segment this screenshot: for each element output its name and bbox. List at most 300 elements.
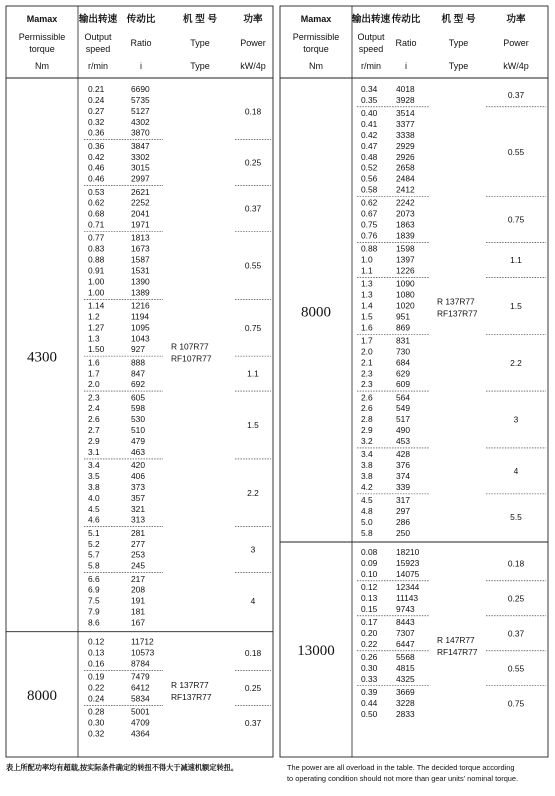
- left-ratio-value: 888: [131, 357, 145, 368]
- right-speed-value: 0.12: [361, 581, 378, 592]
- left-speed-value: 0.68: [88, 208, 105, 219]
- left-header-torque-line-0: Mamax: [26, 14, 58, 24]
- left-header-type-line-3: Type: [190, 61, 210, 71]
- left-speed-value: 0.32: [88, 728, 105, 739]
- left-power-value: 0.18: [244, 648, 262, 659]
- left-ratio-value: 191: [131, 595, 145, 606]
- left-header-torque-line-1: Permissible: [18, 32, 66, 42]
- right-power-value: 0.18: [507, 558, 525, 569]
- right-ratio-value: 684: [396, 357, 410, 368]
- left-speed-value: 0.24: [88, 94, 105, 105]
- right-header-speed-line-2: speed: [358, 44, 384, 54]
- right-power-value: 1.1: [510, 255, 522, 266]
- left-speed-value: 1.3: [88, 333, 100, 344]
- left-speed-value: 0.36: [88, 140, 105, 151]
- left-ratio-value: 2621: [131, 186, 150, 197]
- right-ratio-value: 453: [396, 436, 410, 447]
- right-ratio-value: 14075: [396, 568, 420, 579]
- left-power-value: 0.25: [244, 157, 262, 168]
- left-header-type-line-2: Type: [190, 38, 210, 48]
- left-speed-value: 0.13: [88, 647, 105, 658]
- left-speed-value: 0.83: [88, 243, 105, 254]
- right-ratio-value: 2484: [396, 173, 415, 184]
- left-ratio-value: 1389: [131, 287, 150, 298]
- left-speed-value: 4.0: [88, 492, 100, 503]
- right-header-power-line-3: kW/4p: [503, 61, 529, 71]
- right-speed-value: 3.2: [361, 436, 373, 447]
- right-ratio-value: 4325: [396, 673, 415, 684]
- right-ratio-value: 4815: [396, 662, 415, 673]
- left-type-line-2: RF107R77: [171, 353, 212, 364]
- right-header-speed-line-0: 输出转速: [351, 14, 391, 25]
- right-speed-value: 0.33: [361, 673, 378, 684]
- left-speed-value: 0.30: [88, 717, 105, 728]
- right-header-power-line-0: 功率: [506, 14, 526, 25]
- left-speed-value: 7.9: [88, 606, 100, 617]
- left-ratio-value: 1673: [131, 243, 150, 254]
- right-speed-value: 0.39: [361, 686, 378, 697]
- left-ratio-value: 4709: [131, 717, 150, 728]
- right-ratio-value: 2833: [396, 708, 415, 719]
- right-ratio-value: 317: [396, 495, 410, 506]
- left-ratio-value: 7479: [131, 671, 150, 682]
- right-speed-value: 1.1: [361, 265, 373, 276]
- left-header-ratio-line-0: 传动比: [126, 14, 156, 25]
- left-ratio-value: 1531: [131, 265, 150, 276]
- left-ratio-value: 5127: [131, 105, 150, 116]
- right-ratio-value: 1226: [396, 265, 415, 276]
- right-ratio-value: 2929: [396, 140, 415, 151]
- left-ratio-value: 3847: [131, 140, 150, 151]
- right-header-type-line-0: 机 型 号: [441, 14, 476, 25]
- left-ratio-value: 245: [131, 560, 145, 571]
- right-power-value: 0.55: [507, 663, 525, 674]
- left-header-torque-line-3: Nm: [35, 61, 49, 71]
- left-ratio-value: 3870: [131, 127, 150, 138]
- left-speed-value: 0.46: [88, 162, 105, 173]
- right-speed-value: 0.88: [361, 243, 378, 254]
- right-power-value: 0.55: [507, 146, 525, 157]
- left-header-power-line-2: Power: [240, 38, 266, 48]
- right-ratio-value: 5568: [396, 651, 415, 662]
- left-ratio-value: 8784: [131, 658, 150, 669]
- left-ratio-value: 1095: [131, 322, 150, 333]
- left-header-speed-line-0: 输出转速: [78, 14, 118, 25]
- right-type-line-1: R 147R77: [437, 635, 475, 645]
- right-header-speed-line-3: r/min: [361, 61, 381, 71]
- left-header-ratio-line-3: i: [140, 61, 142, 71]
- right-ratio-value: 1598: [396, 243, 415, 254]
- right-speed-value: 0.35: [361, 94, 378, 105]
- right-speed-value: 2.1: [361, 357, 373, 368]
- right-speed-value: 0.08: [361, 547, 378, 557]
- right-speed-value: 2.3: [361, 379, 373, 390]
- right-ratio-value: 250: [396, 527, 410, 538]
- left-ratio-value: 253: [131, 549, 145, 560]
- right-speed-value: 0.20: [361, 627, 378, 638]
- right-header-torque-line-0: Mamax: [300, 14, 332, 24]
- right-power-value: 0.37: [507, 628, 525, 639]
- left-ratio-value: 373: [131, 481, 145, 492]
- left-ratio-value: 5735: [131, 94, 150, 105]
- left-speed-value: 0.88: [88, 254, 105, 265]
- right-ratio-value: 297: [396, 506, 410, 517]
- right-torque-value: 8000: [301, 304, 331, 321]
- left-header-power-line-3: kW/4p: [240, 61, 266, 71]
- left-ratio-value: 692: [131, 379, 145, 390]
- right-speed-value: 0.47: [361, 140, 378, 151]
- right-speed-value: 0.15: [361, 603, 378, 614]
- right-ratio-value: 3377: [396, 118, 415, 129]
- right-ratio-value: 951: [396, 311, 410, 322]
- right-speed-value: 2.0: [361, 346, 373, 357]
- right-ratio-value: 9743: [396, 603, 415, 614]
- right-speed-value: 0.52: [361, 162, 378, 173]
- right-ratio-value: 1397: [396, 254, 415, 265]
- right-speed-value: 1.6: [361, 322, 373, 333]
- left-ratio-value: 208: [131, 584, 145, 595]
- right-type-line-2: RF147R77: [437, 647, 478, 657]
- left-speed-value: 0.32: [88, 116, 105, 127]
- right-power-value: 0.37: [507, 89, 525, 100]
- right-power-value: 1.5: [510, 300, 522, 311]
- right-ratio-value: 12344: [396, 581, 420, 592]
- right-speed-value: 0.42: [361, 129, 378, 140]
- left-ratio-value: 4364: [131, 728, 150, 739]
- left-power-value: 4: [250, 596, 256, 607]
- left-ratio-value: 281: [131, 527, 145, 538]
- left-speed-value: 0.27: [88, 105, 105, 116]
- left-speed-value: 1.00: [88, 276, 105, 287]
- left-ratio-value: 321: [131, 503, 145, 514]
- left-power-value: 0.18: [244, 106, 262, 117]
- left-ratio-value: 181: [131, 606, 145, 617]
- left-speed-value: 2.0: [88, 379, 100, 390]
- left-ratio-value: 847: [131, 368, 145, 379]
- right-type-line-1: R 137R77: [437, 296, 475, 307]
- left-speed-value: 0.24: [88, 693, 105, 704]
- left-speed-value: 1.14: [88, 300, 105, 311]
- right-speed-value: 3.8: [361, 471, 373, 482]
- left-speed-value: 0.12: [88, 636, 105, 647]
- right-ratio-value: 549: [396, 403, 410, 414]
- left-speed-value: 4.5: [88, 503, 100, 514]
- left-ratio-value: 927: [131, 344, 145, 355]
- left-ratio-value: 3302: [131, 151, 150, 162]
- right-speed-value: 4.5: [361, 495, 373, 506]
- right-ratio-value: 8443: [396, 616, 415, 627]
- left-speed-value: 8.6: [88, 617, 100, 628]
- left-ratio-value: 406: [131, 471, 145, 482]
- left-ratio-value: 167: [131, 617, 145, 628]
- left-type-line-2: RF137R77: [171, 691, 212, 702]
- right-ratio-value: 374: [396, 471, 410, 482]
- left-header-ratio-line-2: Ratio: [130, 38, 152, 48]
- left-ratio-value: 2252: [131, 197, 150, 208]
- left-ratio-value: 530: [131, 414, 145, 425]
- footer-note: [6, 763, 551, 793]
- left-ratio-value: 598: [131, 403, 145, 414]
- left-speed-value: 5.7: [88, 549, 100, 560]
- right-ratio-value: 869: [396, 322, 410, 333]
- left-power-value: 1.1: [247, 368, 259, 379]
- right-ratio-value: 3228: [396, 697, 415, 708]
- left-speed-value: 3.1: [88, 446, 100, 457]
- right-speed-value: 0.76: [361, 230, 378, 241]
- right-header-power-line-2: Power: [503, 38, 529, 48]
- right-speed-value: 2.8: [361, 414, 373, 425]
- left-speed-value: 2.7: [88, 425, 100, 436]
- left-speed-value: 6.6: [88, 573, 100, 584]
- right-ratio-value: 490: [396, 425, 410, 436]
- right-ratio-value: 15923: [396, 557, 420, 568]
- right-speed-value: 0.58: [361, 184, 378, 195]
- right-type-line-2: RF137R77: [437, 308, 478, 319]
- right-header-ratio-line-2: Ratio: [395, 38, 417, 48]
- left-ratio-value: 357: [131, 492, 145, 503]
- left-ratio-value: 5834: [131, 693, 150, 704]
- right-ratio-value: 428: [396, 449, 410, 460]
- left-speed-value: 2.9: [88, 436, 100, 447]
- left-speed-value: 0.42: [88, 151, 105, 162]
- right-speed-value: 0.22: [361, 638, 378, 649]
- right-speed-value: 0.09: [361, 557, 378, 568]
- left-speed-value: 0.28: [88, 706, 105, 717]
- left-type-line-1: R 137R77: [171, 679, 209, 690]
- right-ratio-value: 3669: [396, 686, 415, 697]
- right-speed-value: 2.6: [361, 403, 373, 414]
- left-ratio-value: 1971: [131, 219, 150, 230]
- right-ratio-value: 18210: [396, 547, 420, 557]
- left-speed-value: 7.5: [88, 595, 100, 606]
- left-ratio-value: 313: [131, 514, 145, 525]
- left-power-value: 2.2: [247, 487, 259, 498]
- left-ratio-value: 605: [131, 392, 145, 403]
- left-speed-value: 3.5: [88, 471, 100, 482]
- right-ratio-value: 4018: [396, 84, 415, 94]
- left-speed-value: 0.53: [88, 186, 105, 197]
- right-speed-value: 2.6: [361, 392, 373, 403]
- left-ratio-value: 11712: [131, 636, 154, 647]
- right-header-type-line-2: Type: [448, 38, 469, 48]
- left-ratio-value: 1813: [131, 232, 150, 243]
- right-header-torque-line-2: torque: [303, 44, 329, 54]
- right-speed-value: 4.2: [361, 481, 373, 492]
- right-ratio-value: 730: [396, 346, 410, 357]
- left-header-speed-line-1: Output: [84, 32, 112, 42]
- right-speed-value: 0.67: [361, 208, 378, 219]
- right-ratio-value: 6447: [396, 638, 415, 649]
- right-ratio-value: 7307: [396, 627, 415, 638]
- right-header-speed-line-1: Output: [357, 32, 385, 42]
- right-ratio-value: 609: [396, 379, 410, 390]
- right-ratio-value: 3338: [396, 129, 415, 140]
- left-ratio-value: 277: [131, 538, 145, 549]
- right-speed-value: 4.8: [361, 506, 373, 517]
- right-ratio-value: 2658: [396, 162, 415, 173]
- right-speed-value: 0.62: [361, 197, 378, 208]
- left-header-torque-line-2: torque: [29, 44, 55, 54]
- right-ratio-value: 286: [396, 516, 410, 527]
- left-power-value: 0.37: [244, 203, 262, 214]
- right-ratio-value: 1863: [396, 219, 415, 230]
- right-ratio-value: 11143: [396, 592, 419, 603]
- right-speed-value: 1.3: [361, 278, 373, 289]
- right-ratio-value: 2926: [396, 151, 415, 162]
- right-ratio-value: 831: [396, 335, 410, 346]
- left-speed-value: 0.46: [88, 173, 105, 184]
- right-power-value: 0.75: [507, 214, 525, 225]
- right-speed-value: 0.30: [361, 662, 378, 673]
- right-speed-value: 1.0: [361, 254, 373, 265]
- right-ratio-value: 2073: [396, 208, 415, 219]
- right-power-value: 2.2: [510, 357, 522, 368]
- right-ratio-value: 517: [396, 414, 410, 425]
- left-speed-value: 0.21: [88, 84, 105, 94]
- right-power-value: 5.5: [510, 511, 522, 522]
- right-header-type-line-3: Type: [448, 61, 469, 71]
- left-ratio-value: 4302: [131, 116, 150, 127]
- right-power-value: 0.75: [507, 698, 525, 709]
- left-speed-value: 0.62: [88, 197, 105, 208]
- left-speed-value: 0.22: [88, 682, 105, 693]
- right-speed-value: 0.10: [361, 568, 378, 579]
- left-ratio-value: 1043: [131, 333, 150, 344]
- left-power-value: 0.25: [244, 683, 262, 694]
- right-speed-value: 0.44: [361, 697, 378, 708]
- right-speed-value: 1.3: [361, 289, 373, 300]
- right-speed-value: 0.41: [361, 118, 378, 129]
- right-power-value: 0.25: [507, 593, 525, 604]
- right-ratio-value: 1839: [396, 230, 415, 241]
- left-header-power-line-0: 功率: [243, 14, 263, 25]
- left-speed-value: 1.2: [88, 311, 100, 322]
- left-ratio-value: 2041: [131, 208, 150, 219]
- right-ratio-value: 1090: [396, 278, 415, 289]
- left-ratio-value: 1194: [131, 311, 150, 322]
- left-header-speed-line-2: speed: [85, 44, 111, 54]
- left-ratio-value: 479: [131, 436, 145, 447]
- left-speed-value: 3.8: [88, 481, 100, 492]
- right-power-value: 3: [513, 414, 519, 425]
- left-ratio-value: 217: [131, 573, 145, 584]
- right-header-torque-line-1: Permissible: [292, 32, 340, 42]
- left-speed-value: 0.71: [88, 219, 105, 230]
- right-ratio-value: 564: [396, 392, 410, 403]
- left-speed-value: 2.3: [88, 392, 100, 403]
- right-speed-value: 0.34: [361, 84, 378, 94]
- right-ratio-value: 629: [396, 368, 410, 379]
- right-ratio-value: 1020: [396, 300, 415, 311]
- footer-note-chinese: 表上所配功率均有超载,按实际条件确定的转扭不得大于减速机额定转扭。: [6, 763, 239, 772]
- right-speed-value: 0.40: [361, 108, 378, 119]
- left-power-value: 1.5: [247, 420, 259, 431]
- left-ratio-value: 6690: [131, 84, 150, 94]
- left-speed-value: 4.6: [88, 514, 100, 525]
- left-speed-value: 0.16: [88, 658, 105, 669]
- left-ratio-value: 1390: [131, 276, 150, 287]
- right-header-torque-line-3: Nm: [309, 61, 323, 71]
- right-header-ratio-line-0: 传动比: [391, 14, 421, 25]
- left-speed-value: 0.36: [88, 127, 105, 138]
- left-speed-value: 0.77: [88, 232, 105, 243]
- left-speed-value: 1.7: [88, 368, 100, 379]
- left-speed-value: 0.19: [88, 671, 105, 682]
- left-power-value: 3: [250, 544, 256, 555]
- right-speed-value: 0.13: [361, 592, 378, 603]
- left-ratio-value: 1587: [131, 254, 150, 265]
- left-speed-value: 2.4: [88, 403, 100, 414]
- left-ratio-value: 420: [131, 460, 145, 471]
- left-header-speed-line-3: r/min: [88, 61, 108, 71]
- left-ratio-value: 2997: [131, 173, 150, 184]
- right-speed-value: 0.56: [361, 173, 378, 184]
- right-ratio-value: 2242: [396, 197, 415, 208]
- left-ratio-value: 1216: [131, 300, 150, 311]
- right-speed-value: 0.75: [361, 219, 378, 230]
- right-ratio-value: 339: [396, 481, 410, 492]
- left-power-value: 0.37: [244, 718, 262, 729]
- right-ratio-value: 3928: [396, 94, 415, 105]
- left-speed-value: 5.2: [88, 538, 100, 549]
- right-speed-value: 1.7: [361, 335, 373, 346]
- left-speed-value: 3.4: [88, 460, 100, 471]
- left-speed-value: 0.91: [88, 265, 105, 276]
- left-speed-value: 1.00: [88, 287, 105, 298]
- left-type-line-1: R 107R77: [171, 341, 209, 352]
- left-ratio-value: 3015: [131, 162, 150, 173]
- right-speed-value: 0.17: [361, 616, 378, 627]
- left-ratio-value: 5001: [131, 706, 150, 717]
- left-ratio-value: 463: [131, 446, 145, 457]
- left-power-value: 0.55: [244, 260, 262, 271]
- footer-note-english-line-2: to operating condition should not more than gear units' nominal torque.: [287, 774, 519, 783]
- left-speed-value: 6.9: [88, 584, 100, 595]
- footer-note-english-line-1: The power are all overload in the table. The decided torque according: [287, 763, 515, 772]
- left-torque-value: 8000: [27, 687, 57, 704]
- right-speed-value: 0.48: [361, 151, 378, 162]
- left-speed-value: 1.6: [88, 357, 100, 368]
- right-speed-value: 0.50: [361, 708, 378, 719]
- left-speed-value: 2.6: [88, 414, 100, 425]
- right-power-value: 4: [513, 466, 519, 477]
- right-speed-value: 0.26: [361, 651, 378, 662]
- right-speed-value: 3.4: [361, 449, 373, 460]
- left-speed-value: 1.27: [88, 322, 105, 333]
- right-speed-value: 5.0: [361, 516, 373, 527]
- left-ratio-value: 10573: [131, 647, 155, 658]
- left-header-type-line-0: 机 型 号: [182, 14, 218, 25]
- right-ratio-value: 3514: [396, 108, 415, 119]
- right-speed-value: 2.9: [361, 425, 373, 436]
- left-speed-value: 1.50: [88, 344, 105, 355]
- right-speed-value: 5.8: [361, 527, 373, 538]
- right-header-ratio-line-3: i: [405, 61, 407, 71]
- right-speed-value: 3.8: [361, 460, 373, 471]
- left-ratio-value: 510: [131, 425, 145, 436]
- right-ratio-value: 1080: [396, 289, 415, 300]
- right-speed-value: 1.4: [361, 300, 373, 311]
- right-torque-value: 13000: [297, 643, 335, 659]
- left-torque-value: 4300: [27, 349, 57, 366]
- left-ratio-value: 6412: [131, 682, 150, 693]
- left-speed-value: 5.8: [88, 560, 100, 571]
- right-ratio-value: 2412: [396, 184, 415, 195]
- right-speed-value: 2.3: [361, 368, 373, 379]
- right-ratio-value: 376: [396, 460, 410, 471]
- left-speed-value: 5.1: [88, 527, 100, 538]
- right-speed-value: 1.5: [361, 311, 373, 322]
